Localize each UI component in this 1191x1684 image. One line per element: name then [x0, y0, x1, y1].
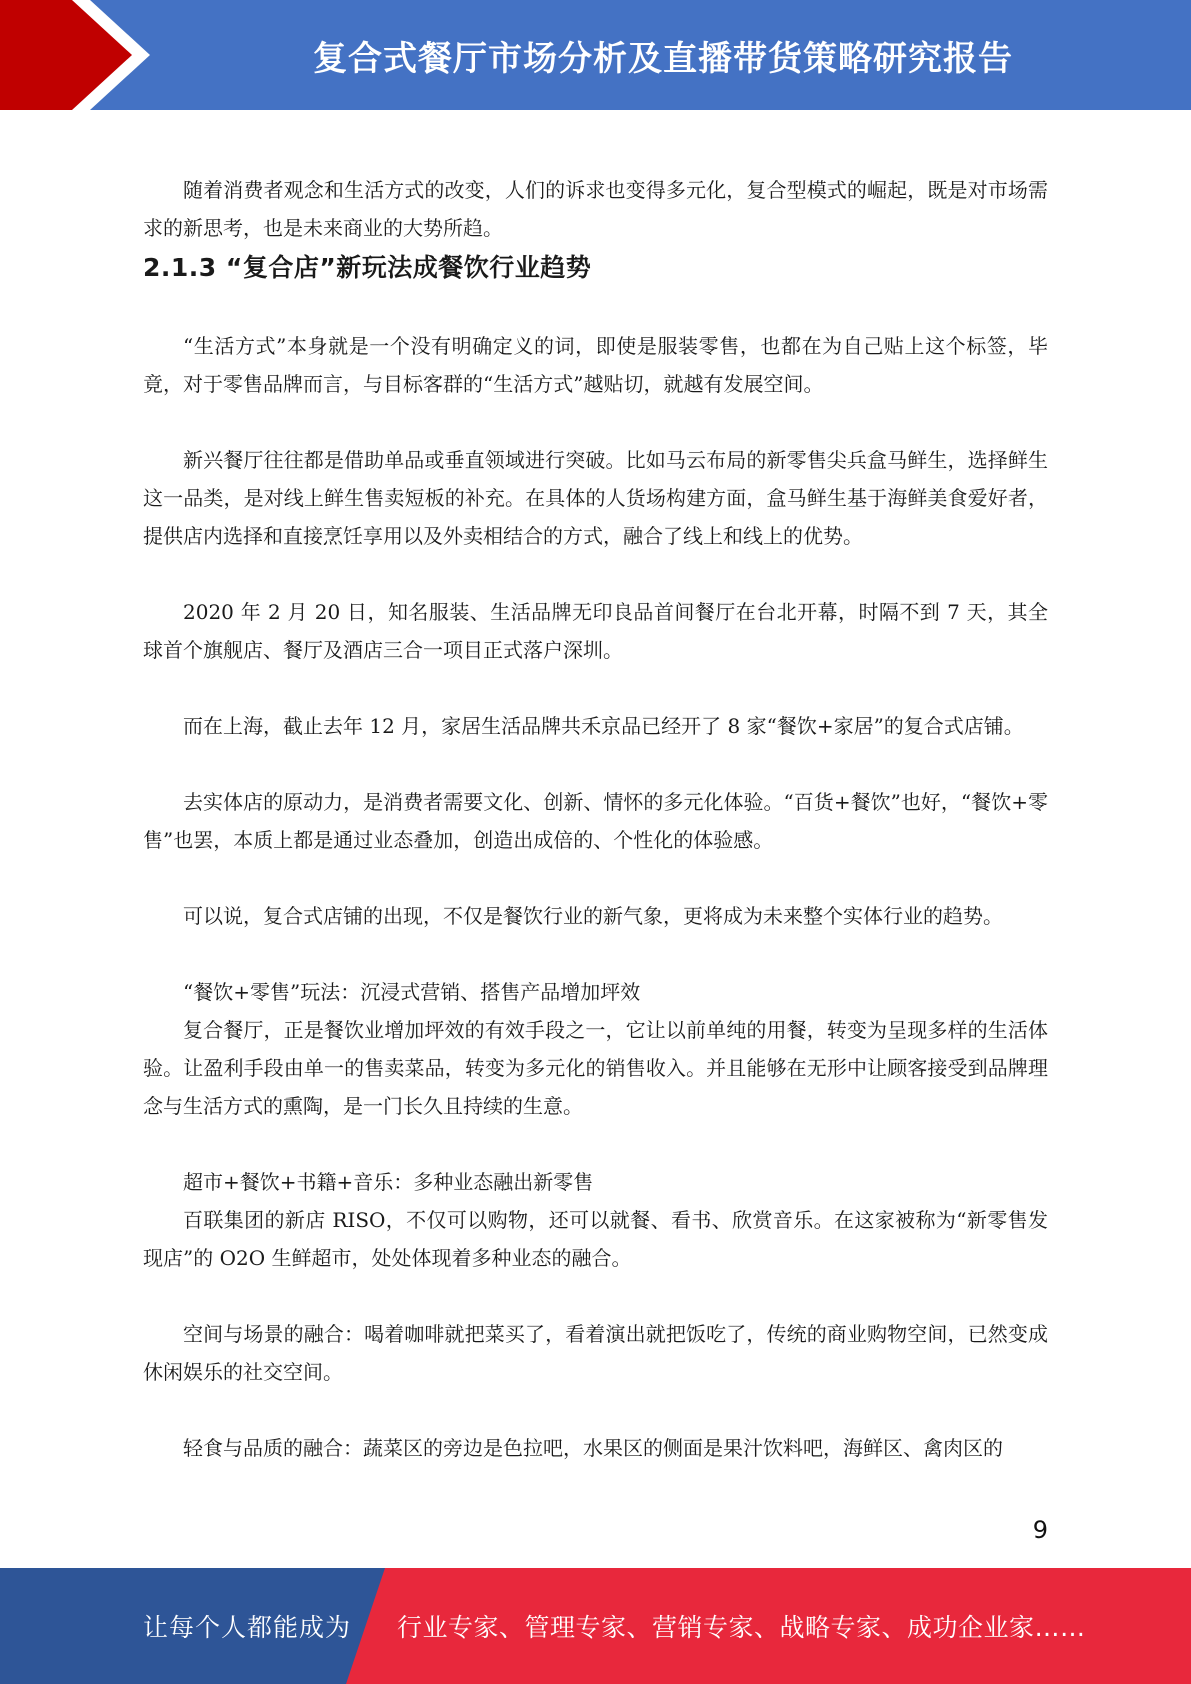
page-number: 9	[1032, 1516, 1048, 1544]
page-footer	[0, 1568, 1191, 1684]
body-paragraph: 新兴餐厅往往都是借助单品或垂直领域进行突破。比如马云布局的新零售尖兵盒马鲜生，选择鲜生这一品类，是对线上鲜生售卖短板的补充。在具体的人货场构建方面，盒马鲜生基于海鲜美食爱好者，提供店内选择和直接烹饪享用以及外卖相结合的方式，融合了线上和线上的优势。	[143, 448, 1048, 548]
intro-paragraph: 随着消费者观念和生活方式的改变，人们的诉求也变得多元化，复合型模式的崛起，既是对市场需求的新思考，也是未来商业的大势所趋。	[143, 178, 1048, 240]
subsection-label: “餐饮+零售”玩法：沉浸式营销、搭售产品增加坪效	[183, 980, 641, 1004]
body-paragraph: 百联集团的新店 RISO，不仅可以购物，还可以就餐、看书、欣赏音乐。在这家被称为“新零售发现店”的 O2O 生鲜超市，处处体现着多种业态的融合。	[143, 1208, 1048, 1270]
body-paragraph: 复合餐厅，正是餐饮业增加坪效的有效手段之一，它让以前单纯的用餐，转变为呈现多样的生活体验。让盈利手段由单一的售卖菜品，转变为多元化的销售收入。并且能够在无形中让顾客接受到品牌理念与生活方式的熏陶，是一门长久且持续的生意。	[143, 1018, 1048, 1118]
subsection-label: 超市+餐饮+书籍+音乐：多种业态融出新零售	[183, 1170, 594, 1194]
body-paragraph: 轻食与品质的融合：蔬菜区的旁边是色拉吧，水果区的侧面是果汁饮料吧，海鲜区、禽肉区的	[183, 1436, 1003, 1460]
body-paragraph: 可以说，复合式店铺的出现，不仅是餐饮行业的新气象，更将成为未来整个实体行业的趋势。	[183, 904, 1003, 928]
footer-slogan-left: 让每个人都能成为	[143, 1613, 352, 1642]
document-title: 复合式餐厅市场分析及直播带货策略研究报告	[313, 38, 1013, 79]
footer-slogan-right: 行业专家、管理专家、营销专家、战略专家、成功企业家……	[397, 1613, 1086, 1642]
section-heading: 2.1.3 “复合店”新玩法成餐饮行业趋势	[143, 253, 592, 282]
body-paragraph: “生活方式”本身就是一个没有明确定义的词，即使是服装零售，也都在为自己贴上这个标签，毕竟，对于零售品牌而言，与目标客群的“生活方式”越贴切，就越有发展空间。	[143, 334, 1048, 396]
body-paragraph: 而在上海，截止去年 12 月，家居生活品牌共禾京品已经开了 8 家“餐饮+家居”的复合式店铺。	[183, 714, 1024, 738]
body-paragraph: 去实体店的原动力，是消费者需要文化、创新、情怀的多元化体验。“百货+餐饮”也好，“餐饮+零售”也罢，本质上都是通过业态叠加，创造出成倍的、个性化的体验感。	[143, 790, 1048, 852]
body-paragraph: 2020 年 2 月 20 日，知名服装、生活品牌无印良品首间餐厅在台北开幕，时隔不到 7 天，其全球首个旗舰店、餐厅及酒店三合一项目正式落户深圳。	[143, 600, 1048, 662]
document-body	[143, 171, 1048, 1467]
body-paragraph: 空间与场景的融合：喝着咖啡就把菜买了，看着演出就把饭吃了，传统的商业购物空间，已然变成休闲娱乐的社交空间。	[143, 1322, 1048, 1384]
page-header	[0, 0, 1191, 110]
